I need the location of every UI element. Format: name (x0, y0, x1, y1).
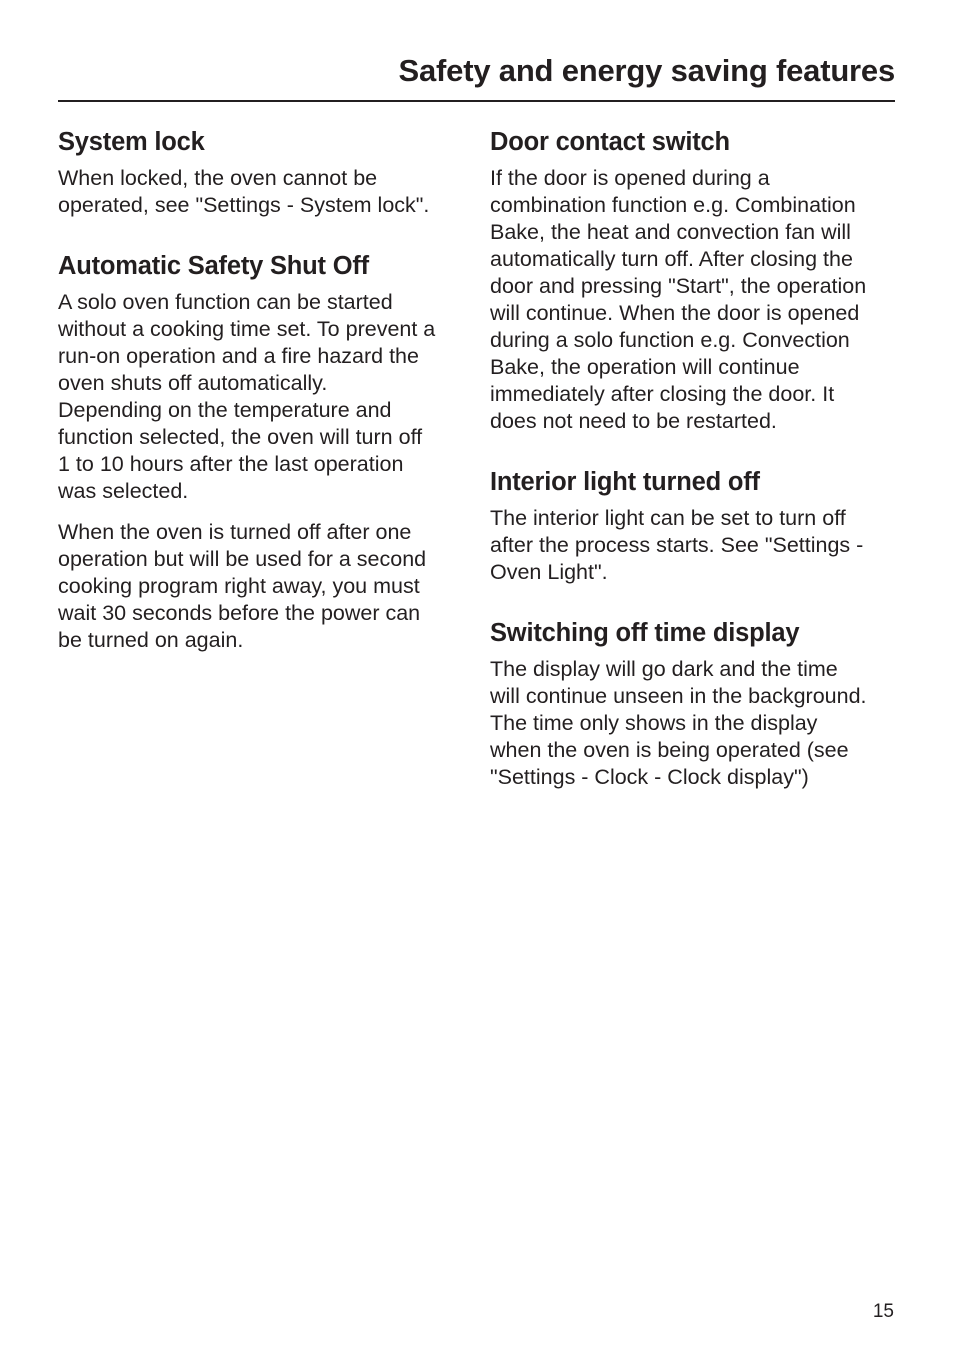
page-title: Safety and energy saving features (398, 53, 895, 88)
section-door-contact-switch (490, 124, 900, 435)
section-paragraph: If the door is opened during a combination function e.g. Combination Bake, the heat and convection fan will automatically turn off. After closing the door and pressing "Start", the operation will continue. When the door is opened during a solo function e.g. Convection Bake, the operation will continue immediately after closing the door. It does not need to be restarted. (490, 166, 867, 433)
section-heading: Interior light turned off (490, 468, 760, 496)
section-heading: System lock (58, 128, 205, 156)
section-paragraph: When the oven is turned off after one operation but will be used for a second cooking program right away, you must wait 30 seconds before the power can be turned on again. (58, 520, 427, 652)
section-interior-light-turned-off (490, 464, 900, 586)
page-header (58, 50, 895, 102)
section-heading: Automatic Safety Shut Off (58, 252, 369, 280)
section-paragraph: The display will go dark and the time will continue unseen in the background. The time only shows in the display when the oven is being operated (see "Settings - Clock - Clock display") (490, 657, 867, 789)
section-system-lock (58, 124, 468, 219)
section-switching-off-time-display (490, 615, 900, 791)
right-column (490, 124, 900, 791)
section-heading: Door contact switch (490, 128, 730, 156)
section-paragraph: A solo oven function can be started without a cooking time set. To prevent a run-on operation and a fire hazard the oven shuts off automatically. Depending on the temperature and function selected, the oven will turn off 1 to 10 hours after the last operation was selected. (58, 290, 436, 503)
section-heading: Switching off time display (490, 619, 800, 647)
section-paragraph: The interior light can be set to turn off after the process starts. See "Settings - Oven Light". (490, 506, 864, 584)
page-number: 15 (872, 1301, 894, 1322)
left-column (58, 124, 468, 654)
section-automatic-safety-shut-off (58, 248, 468, 654)
section-paragraph: When locked, the oven cannot be operated, see "Settings - System lock". (58, 166, 430, 217)
